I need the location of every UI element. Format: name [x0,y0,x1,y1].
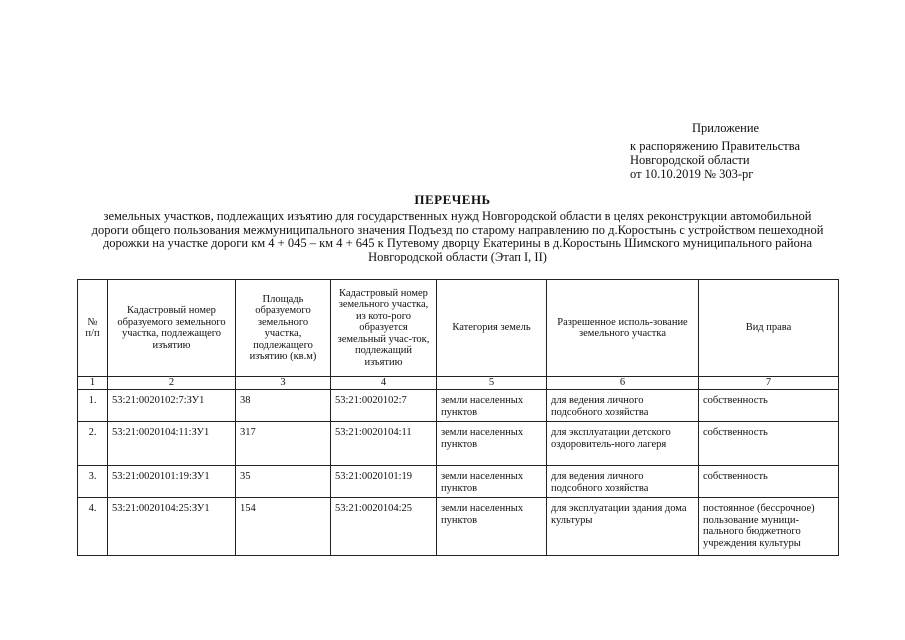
header-cell: Разрешенное исполь-зование земельного участка [547,280,699,377]
cell-cadastral-new: 53:21:0020101:19:ЗУ1 [108,466,236,498]
cell-index: 1. [78,390,108,422]
appendix-line: к распоряжению Правительства [630,139,801,153]
cell-right-type: собственность [699,466,839,498]
table-row [78,466,839,498]
column-number: 3 [236,377,331,390]
table-row [78,498,839,556]
header-cell: Вид права [699,280,839,377]
appendix-block [630,121,800,181]
cell-land-category: земли населенных пунктов [437,422,547,466]
column-number: 7 [699,377,839,390]
land-plots-table [77,279,839,556]
document-subtitle: земельных участков, подлежащих изъятию для государственных нужд Новгородской области в целях реконструкции автомобильной дороги общего пользования межмуниципального значения Подъезд по старому направлению по д.Коростынь с устройством пешеходной дорожки на участке дороги км 4 + 045 – км 4 + 645 к Путевому дворцу Екатерины в д.Коростынь Шимского муниципального района Новгородской области (Этап I, II) [91,209,824,264]
cell-area: 35 [236,466,331,498]
cell-cadastral-new: 53:21:0020104:25:ЗУ1 [108,498,236,556]
cell-cadastral-new: 53:21:0020104:11:ЗУ1 [108,422,236,466]
cell-area: 317 [236,422,331,466]
cell-right-type: собственность [699,422,839,466]
header-cell: № п/п [78,280,108,377]
header-cell: Кадастровый номер образуемого земельного участка, подлежащего изъятию [108,280,236,377]
header-cell: Кадастровый номер земельного участка, из кото-рого образуется земельный учас-ток, подлежащий изъятию [331,280,437,377]
cell-permitted-use: для эксплуатации детского оздоровитель-ного лагеря [547,422,699,466]
appendix-date-number: от 10.10.2019 № 303-рг [630,167,754,181]
column-number: 4 [331,377,437,390]
cell-permitted-use: для эксплуатации здания дома культуры [547,498,699,556]
column-number: 1 [78,377,108,390]
appendix-heading: Приложение [692,121,760,135]
cell-index: 3. [78,466,108,498]
table-row [78,422,839,466]
appendix-line: Новгородской области [630,153,750,167]
cell-cadastral-source: 53:21:0020104:11 [331,422,437,466]
cell-right-type: собственность [699,390,839,422]
table-row [78,390,839,422]
cell-permitted-use: для ведения личного подсобного хозяйства [547,466,699,498]
cell-cadastral-source: 53:21:0020104:25 [331,498,437,556]
cell-cadastral-source: 53:21:0020101:19 [331,466,437,498]
header-cell: Категория земель [437,280,547,377]
cell-cadastral-new: 53:21:0020102:7:ЗУ1 [108,390,236,422]
column-number: 2 [108,377,236,390]
cell-index: 2. [78,422,108,466]
cell-index: 4. [78,498,108,556]
header-cell: Площадь образуемого земельного участка, подлежащего изъятию (кв.м) [236,280,331,377]
cell-land-category: земли населенных пунктов [437,390,547,422]
document-title: ПЕРЕЧЕНЬ [414,192,491,207]
cell-cadastral-source: 53:21:0020102:7 [331,390,437,422]
cell-area: 154 [236,498,331,556]
cell-permitted-use: для ведения личного подсобного хозяйства [547,390,699,422]
column-number-row [78,377,839,390]
cell-land-category: земли населенных пунктов [437,466,547,498]
cell-right-type: постоянное (бессрочное) пользование муници-пального бюджетного учреждения культуры [699,498,839,556]
table-header-row [78,280,839,377]
cell-land-category: земли населенных пунктов [437,498,547,556]
column-number: 5 [437,377,547,390]
column-number: 6 [547,377,699,390]
cell-area: 38 [236,390,331,422]
